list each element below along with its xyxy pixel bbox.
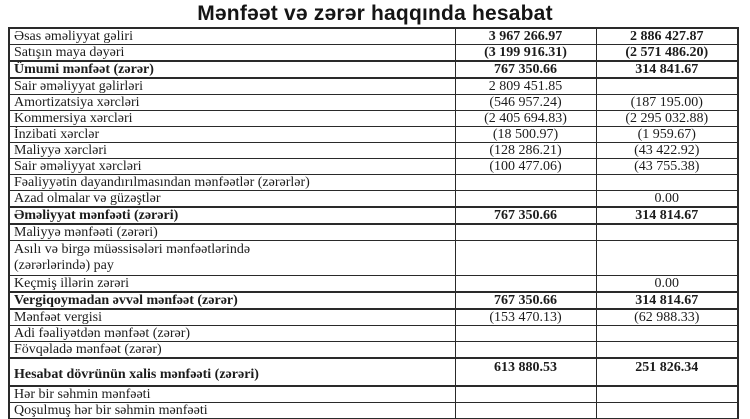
- row-value-col1: (3 199 916.31): [455, 45, 596, 62]
- table-row: [9, 191, 738, 208]
- row-label: [9, 241, 455, 276]
- table-row: [9, 95, 738, 111]
- row-label: İnzibati xərclər: [9, 127, 455, 143]
- row-value-col2: (2 295 032.88): [596, 111, 738, 127]
- row-value-col1: (100 477.06): [455, 159, 596, 175]
- row-value-col2: (62 988.33): [596, 309, 738, 326]
- row-value-col1: (18 500.97): [455, 127, 596, 143]
- row-value-col1: 3 967 266.97: [455, 28, 596, 45]
- row-value-col2: (187 195.00): [596, 95, 738, 111]
- table-row: [9, 309, 738, 326]
- row-value-col1: [455, 276, 596, 293]
- row-label: Azad olmalar və güzəştlər: [9, 191, 455, 208]
- table-row: [9, 276, 738, 293]
- table-row: [9, 386, 738, 403]
- table-row-total: [9, 207, 738, 224]
- profit-loss-table: [8, 27, 739, 419]
- row-value-col2: [596, 241, 738, 276]
- row-value-col2: (43 755.38): [596, 159, 738, 175]
- row-value-col1: (2 405 694.83): [455, 111, 596, 127]
- row-value-col2: 314 841.67: [596, 61, 738, 78]
- row-label: Əsas əməliyyat gəliri: [9, 28, 455, 45]
- table-row: [9, 28, 738, 45]
- page-title: Mənfəət və zərər haqqında hesabat: [197, 2, 553, 25]
- row-value-col2: 251 826.34: [596, 358, 738, 386]
- row-value-col2: 314 814.67: [596, 292, 738, 309]
- row-value-col2: (1 959.67): [596, 127, 738, 143]
- table-row: [9, 111, 738, 127]
- row-label: Keçmiş illərin zərəri: [9, 276, 455, 293]
- row-label: Fövqəladə mənfəət (zərər): [9, 342, 455, 359]
- table-row: [9, 127, 738, 143]
- row-value-col2: [596, 175, 738, 191]
- row-value-col2: (43 422.92): [596, 143, 738, 159]
- row-label: Kommersiya xərcləri: [9, 111, 455, 127]
- row-label: Vergiqoymadan əvvəl mənfəət (zərər): [9, 292, 455, 309]
- row-value-col2: (2 571 486.20): [596, 45, 738, 62]
- table-row: [9, 159, 738, 175]
- row-value-col2: 0.00: [596, 276, 738, 293]
- row-value-col2: [596, 403, 738, 419]
- row-value-col1: 613 880.53: [455, 358, 596, 386]
- row-label: Adi fəaliyətdən mənfəət (zərər): [9, 326, 455, 342]
- row-label: Mənfəət vergisi: [9, 309, 455, 326]
- row-value-col1: (128 286.21): [455, 143, 596, 159]
- table-row-total: [9, 292, 738, 309]
- row-label: Hesabat dövrünün xalis mənfəəti (zərəri): [9, 358, 455, 386]
- row-label: Hər bir səhmin mənfəəti: [9, 386, 455, 403]
- table-row: [9, 342, 738, 359]
- row-value-col1: [455, 191, 596, 208]
- row-label: Sair əməliyyat gəlirləri: [9, 78, 455, 95]
- table-row-total: [9, 358, 738, 386]
- row-label: Maliyyə xərcləri: [9, 143, 455, 159]
- table-row: [9, 241, 738, 276]
- row-value-col1: (546 957.24): [455, 95, 596, 111]
- row-value-col2: [596, 386, 738, 403]
- row-value-col2: [596, 78, 738, 95]
- row-value-col1: (153 470.13): [455, 309, 596, 326]
- row-value-col1: 767 350.66: [455, 292, 596, 309]
- row-value-col2: [596, 326, 738, 342]
- row-value-col2: 0.00: [596, 191, 738, 208]
- row-value-col1: [455, 403, 596, 419]
- row-label: Qoşulmuş hər bir səhmin mənfəəti: [9, 403, 455, 419]
- row-label: Amortizatsiya xərcləri: [9, 95, 455, 111]
- row-value-col1: [455, 224, 596, 241]
- row-value-col1: 767 350.66: [455, 207, 596, 224]
- row-value-col2: 314 814.67: [596, 207, 738, 224]
- row-value-col1: [455, 386, 596, 403]
- row-value-col1: 2 809 451.85: [455, 78, 596, 95]
- table-row: [9, 403, 738, 419]
- row-value-col2: [596, 224, 738, 241]
- row-value-col1: [455, 241, 596, 276]
- table-row: [9, 224, 738, 241]
- table-row-total: [9, 61, 738, 78]
- row-label: Əməliyyat mənfəəti (zərəri): [9, 207, 455, 224]
- table-row: [9, 78, 738, 95]
- row-value-col2: [596, 342, 738, 359]
- row-label: Ümumi mənfəət (zərər): [9, 61, 455, 78]
- row-value-col1: [455, 326, 596, 342]
- row-value-col1: [455, 342, 596, 359]
- row-label: Fəaliyyətin dayandırılmasından mənfəətlər (zərərlər): [9, 175, 455, 191]
- row-value-col2: 2 886 427.87: [596, 28, 738, 45]
- row-value-col1: 767 350.66: [455, 61, 596, 78]
- table-row: [9, 326, 738, 342]
- row-label-text: Asılı və birgə müəssisələri mənfəətlərində (zərərlərində) pay: [14, 242, 251, 273]
- row-label: Maliyyə mənfəəti (zərəri): [9, 224, 455, 241]
- table-row: [9, 45, 738, 62]
- table-row: [9, 143, 738, 159]
- row-value-col1: [455, 175, 596, 191]
- row-label: Satışın maya dəyəri: [9, 45, 455, 62]
- row-label: Sair əməliyyat xərcləri: [9, 159, 455, 175]
- table-row: [9, 175, 738, 191]
